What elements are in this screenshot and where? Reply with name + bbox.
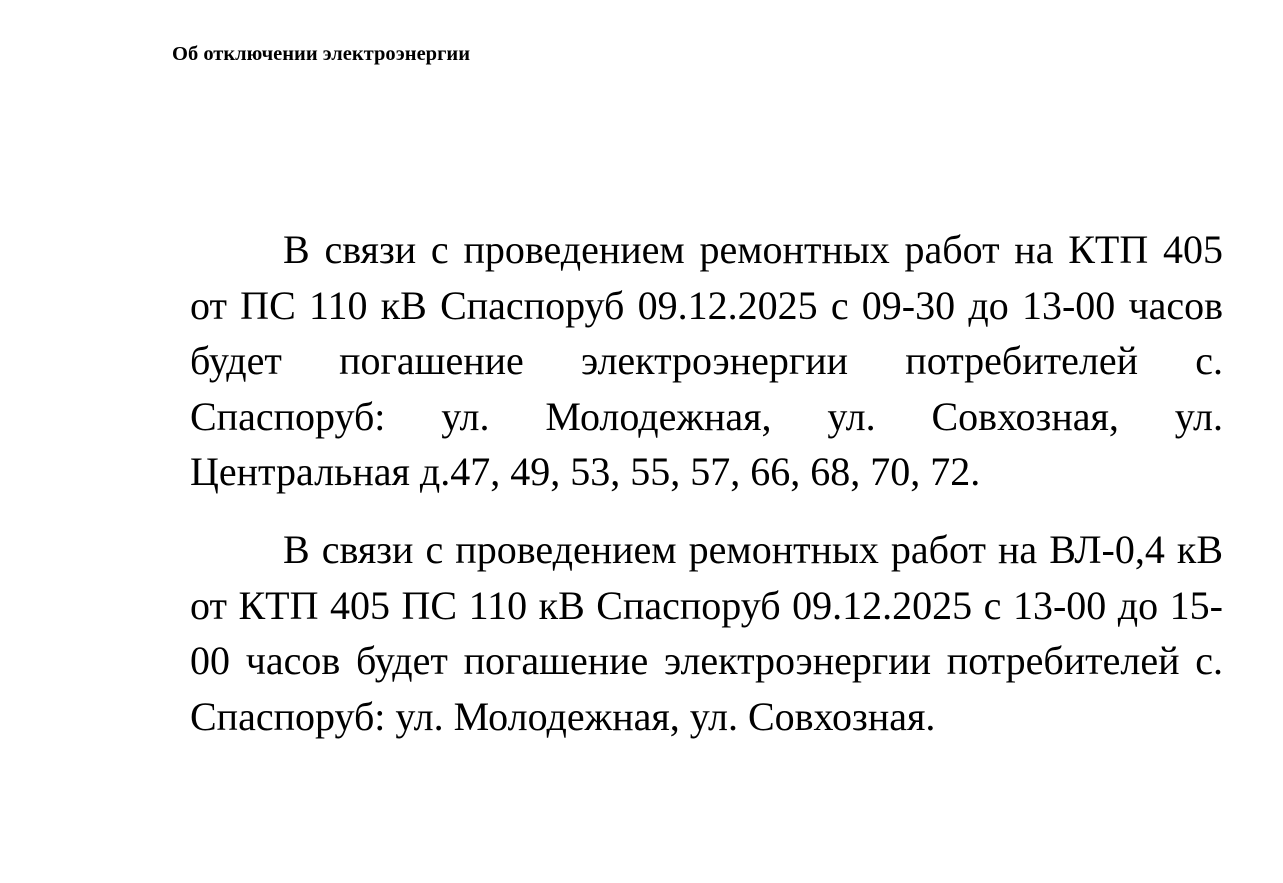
notice-paragraph-1: В связи с проведением ремонтных работ на КТП 405 от ПС 110 кВ Спаспоруб 09.12.2025 с 09-30 до 13-00 часов будет погашение электроэнергии потребителей с. Спаспоруб: ул. Молодежная, ул. Совхозная, ул. Центральная д.47, 49, 53, 55, 57, 66, 68, 70, 72. bbox=[190, 227, 1223, 495]
document-body bbox=[190, 222, 1223, 766]
document-title: Об отключении электроэнергии bbox=[172, 43, 471, 65]
notice-paragraph-2: В связи с проведением ремонтных работ на ВЛ-0,4 кВ от КТП 405 ПС 110 кВ Спаспоруб 09.12.2025 с 13-00 до 15-00 часов будет погашение электроэнергии потребителей с. Спаспоруб: ул. Молодежная, ул. Совхозная. bbox=[190, 526, 1223, 739]
